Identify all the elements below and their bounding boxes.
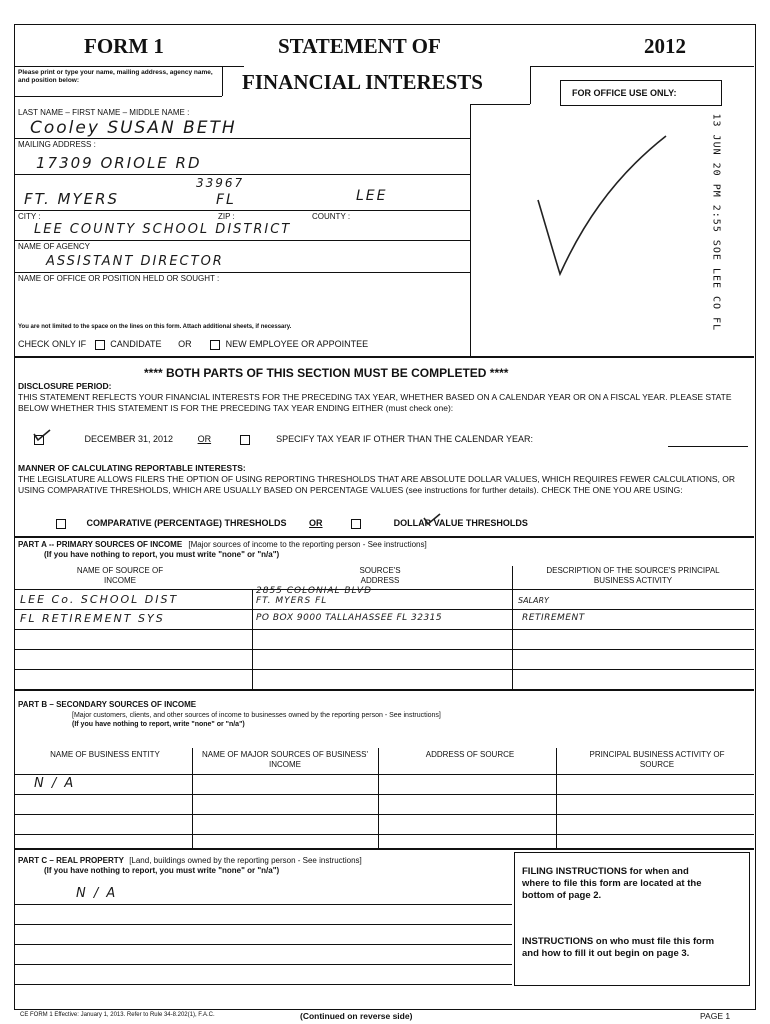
instruction-box-bottom bbox=[14, 96, 222, 97]
part-a-col2-header: SOURCE'S ADDRESS bbox=[359, 566, 401, 585]
new-employee-checkbox[interactable] bbox=[210, 340, 220, 350]
part-b-top bbox=[14, 689, 754, 691]
part-a-row2-name: FL RETIREMENT SYS bbox=[20, 612, 165, 625]
form-title-line1: STATEMENT OF bbox=[278, 34, 441, 58]
mailing-value: 17309 ORIOLE RD bbox=[36, 154, 202, 172]
specify-label: SPECIFY TAX YEAR IF OTHER THAN THE CALENDAR YEAR: bbox=[276, 434, 534, 444]
name-label: LAST NAME – FIRST NAME – MIDDLE NAME : bbox=[18, 108, 190, 117]
instruction-box-edge bbox=[222, 66, 223, 96]
part-a-row1-desc: SALARY bbox=[518, 596, 549, 605]
filing-instructions: FILING INSTRUCTIONS for when and where to file this form are located at the bottom of page 2. bbox=[522, 866, 702, 901]
header-divider bbox=[14, 66, 244, 67]
manner-label: MANNER OF CALCULATING REPORTABLE INTERESTS: bbox=[18, 463, 246, 473]
part-a-row-line3 bbox=[14, 649, 754, 650]
part-a-row1-name: LEE Co. SCHOOL DIST bbox=[20, 593, 179, 606]
part-a-title-row bbox=[18, 540, 427, 549]
position-value: ASSISTANT DIRECTOR bbox=[46, 254, 224, 269]
name-value: Cooley SUSAN BETH bbox=[30, 118, 237, 138]
candidate-label: CANDIDATE bbox=[110, 339, 162, 349]
office-use-label: FOR OFFICE USE ONLY: bbox=[572, 88, 677, 98]
dec31-label: DECEMBER 31, 2012 bbox=[84, 434, 174, 444]
part-a-top bbox=[14, 536, 754, 538]
part-a-row-line2 bbox=[14, 629, 754, 630]
part-b-row-line1 bbox=[14, 794, 754, 795]
zip-label: ZIP : bbox=[218, 212, 235, 221]
not-limited-note: You are not limited to the space on the lines on this form. Attach additional sheets, if necessary. bbox=[18, 324, 292, 330]
dollar-checkbox[interactable] bbox=[351, 519, 361, 529]
county-hand: LEE bbox=[356, 188, 388, 204]
part-c-line2 bbox=[14, 924, 512, 925]
part-a-row-line1 bbox=[14, 609, 754, 610]
form-label: FORM 1 bbox=[84, 34, 164, 58]
part-c-line5 bbox=[14, 984, 512, 985]
name-line bbox=[14, 138, 470, 139]
manner-text: THE LEGISLATURE ALLOWS FILERS THE OPTION OF USING REPORTING THRESHOLDS THAT ARE ABSOLUTE DOLLAR VALUES, WHICH REQUIRES FEWER CALCULATIONS, OR USING COMPARATIVE THRESHOLDS, WHICH ARE USUALLY BASED ON PERCENTAGE VALUES (see instructions for further details). CHECK THE ONE YOU ARE USING: bbox=[18, 474, 735, 495]
part-a-none-note: (If you have nothing to report, you must write "none" or "n/a") bbox=[44, 550, 280, 559]
footer-center: (Continued on reverse side) bbox=[300, 1011, 413, 1021]
candidate-or: OR bbox=[178, 339, 192, 349]
position-label: NAME OF OFFICE OR POSITION HELD OR SOUGHT : bbox=[18, 274, 220, 283]
disclosure-text: THIS STATEMENT REFLECTS YOUR FINANCIAL INTERESTS FOR THE PRECEDING TAX YEAR, WHETHER BASED ON A CALENDAR YEAR OR ON A FISCAL YEAR. PLEASE STATE BELOW WHETHER THIS STATEMENT IS FOR THE PRECEDING TAX YEAR ENDING EITHER (must check one): bbox=[18, 392, 732, 413]
part-b-col2-header: NAME OF MAJOR SOURCES OF BUSINESS' INCOME bbox=[202, 750, 368, 769]
agency-line bbox=[14, 240, 470, 241]
part-c-line1 bbox=[14, 904, 512, 905]
part-b-col4-header: PRINCIPAL BUSINESS ACTIVITY OF SOURCE bbox=[589, 750, 725, 769]
part-a-row2-desc: RETIREMENT bbox=[522, 613, 585, 623]
both-parts-heading: **** BOTH PARTS OF THIS SECTION MUST BE COMPLETED **** bbox=[144, 366, 509, 380]
position-line bbox=[14, 272, 470, 273]
city-line bbox=[14, 210, 470, 211]
both-parts-top bbox=[14, 356, 754, 358]
part-b-none-note: (If you have nothing to report, write "none" or "n/a") bbox=[72, 721, 245, 728]
part-b-col3-header: ADDRESS OF SOURCE bbox=[425, 750, 515, 759]
disclosure-options bbox=[34, 434, 533, 445]
part-c-title: PART C – REAL PROPERTY bbox=[18, 856, 124, 865]
part-c-title-row bbox=[18, 856, 362, 865]
city-line-value: FT. MYERS bbox=[24, 190, 120, 208]
disclosure-label: DISCLOSURE PERIOD: bbox=[18, 381, 112, 391]
part-a-header-line bbox=[14, 589, 754, 590]
dollar-check-mark bbox=[422, 512, 442, 526]
part-b-value: N / A bbox=[34, 776, 76, 791]
part-c-note: [Land, buildings owned by the reporting person - See instructions] bbox=[129, 856, 362, 865]
specify-checkbox[interactable] bbox=[240, 435, 250, 445]
header-left-vert bbox=[530, 66, 531, 104]
part-c-line4 bbox=[14, 964, 512, 965]
disclosure-or: OR bbox=[197, 434, 212, 444]
candidate-row bbox=[18, 339, 368, 350]
part-b-col-divider3 bbox=[556, 748, 557, 848]
form-year: 2012 bbox=[644, 34, 686, 58]
part-a-row1-addr2: FT. MYERS FL bbox=[256, 596, 328, 606]
part-b-row-line3 bbox=[14, 834, 754, 835]
part-a-col1-header: NAME OF SOURCE OF INCOME bbox=[76, 566, 164, 585]
mailing-line bbox=[14, 174, 470, 175]
city-label: CITY : bbox=[18, 212, 41, 221]
threshold-or: OR bbox=[309, 518, 323, 528]
part-c-top bbox=[14, 848, 754, 850]
new-employee-label: NEW EMPLOYEE OR APPOINTEE bbox=[225, 339, 369, 349]
print-instruction: Please print or type your name, mailing address, agency name, and position below: bbox=[18, 69, 213, 84]
header-divider-right bbox=[530, 66, 754, 67]
identity-right-edge bbox=[470, 104, 471, 356]
part-c-line3 bbox=[14, 944, 512, 945]
part-a-row2-addr1: PO BOX 9000 TALLAHASSEE FL 32315 bbox=[256, 613, 443, 623]
check-only-if-label: CHECK ONLY IF bbox=[18, 339, 87, 349]
county-label: COUNTY : bbox=[312, 212, 351, 221]
part-b-col-divider2 bbox=[378, 748, 379, 848]
dec31-check-mark bbox=[32, 428, 52, 442]
part-a-row1-addr1: 2855 COLONIAL BLVD bbox=[256, 586, 372, 596]
agency-value: LEE COUNTY SCHOOL DISTRICT bbox=[34, 222, 292, 237]
received-checkmark bbox=[530, 120, 680, 290]
threshold-options bbox=[56, 518, 528, 529]
part-a-col-divider2 bbox=[512, 566, 513, 689]
part-a-col-divider1 bbox=[252, 589, 253, 689]
candidate-checkbox[interactable] bbox=[95, 340, 105, 350]
date-stamp: 13 JUN 20 PM 2:55 SOE LEE CO FL bbox=[710, 113, 722, 332]
specify-line bbox=[668, 446, 748, 447]
part-b-note: [Major customers, clients, and other sources of income to businesses owned by the reporting person - See instructions] bbox=[72, 712, 441, 719]
footer-right: PAGE 1 bbox=[700, 1011, 731, 1021]
part-b-col1-header: NAME OF BUSINESS ENTITY bbox=[50, 750, 160, 759]
part-b-header-line bbox=[14, 774, 754, 775]
part-a-note: [Major sources of income to the reporting person - See instructions] bbox=[188, 540, 427, 549]
comparative-label: COMPARATIVE (PERCENTAGE) THRESHOLDS bbox=[86, 518, 287, 528]
footer-left: CE FORM 1 Effective: January 1, 2013. Refer to Rule 34-8.202(1), F.A.C. bbox=[20, 1012, 215, 1018]
part-a-title: PART A -- PRIMARY SOURCES OF INCOME bbox=[18, 540, 183, 549]
part-c-none-note: (If you have nothing to report, you must write "none" or "n/a") bbox=[44, 866, 280, 875]
part-a-col3-header: DESCRIPTION OF THE SOURCE'S PRINCIPAL BUSINESS ACTIVITY bbox=[546, 566, 720, 585]
part-b-row-line2 bbox=[14, 814, 754, 815]
dollar-label: DOLLAR VALUE THRESHOLDS bbox=[393, 518, 528, 528]
comparative-checkbox[interactable] bbox=[56, 519, 66, 529]
part-b-title: PART B – SECONDARY SOURCES OF INCOME bbox=[18, 700, 197, 709]
state-value: FL bbox=[216, 192, 236, 208]
part-a-row-line4 bbox=[14, 669, 754, 670]
mailing-label: MAILING ADDRESS : bbox=[18, 140, 96, 149]
part-b-col-divider1 bbox=[192, 748, 193, 848]
zip-hand: 33967 bbox=[196, 176, 245, 190]
part-c-value: N / A bbox=[76, 886, 118, 901]
identity-top-line bbox=[470, 104, 530, 105]
agency-label: NAME OF AGENCY bbox=[18, 242, 91, 251]
form-title-line2: FINANCIAL INTERESTS bbox=[242, 70, 483, 94]
who-must-file-instructions: INSTRUCTIONS on who must file this form and how to fill it out begin on page 3. bbox=[522, 936, 715, 959]
